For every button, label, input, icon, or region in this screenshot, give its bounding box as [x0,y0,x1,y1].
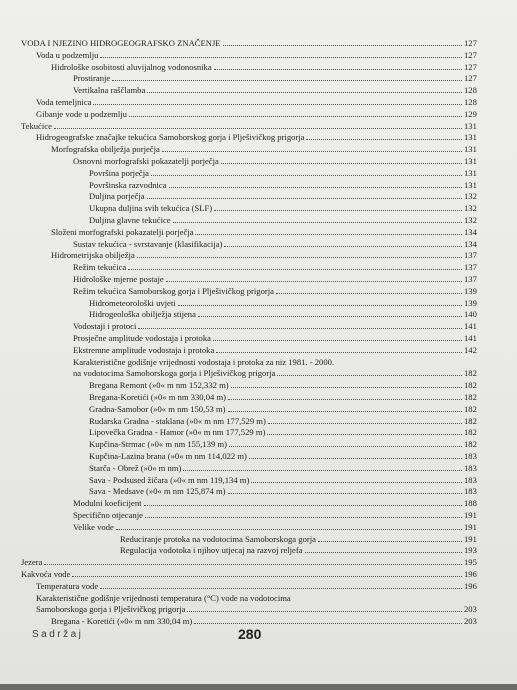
dot-leader [194,623,462,624]
toc-entry-title: Modulni koeficijent [73,498,142,509]
toc-entry [0,592,517,604]
dot-leader [223,45,462,46]
toc-entry-page-number: 196 [464,580,477,591]
toc-entry-page-number: 188 [464,498,477,509]
footer-section-label: Sadržaj [32,629,84,640]
dot-leader [147,92,462,93]
toc-entry [0,556,517,568]
toc-entry-page-number: 196 [464,569,477,579]
dot-leader [228,493,462,494]
dot-leader [277,375,462,376]
toc-entry-page-number: 127 [464,61,477,72]
toc-entry-title: Sustav tekućica - svrstavanje (klasifikacija) [73,238,223,249]
dot-leader [318,541,462,542]
toc-entry-title: Ukupna duljina svih tekućica (SLF) [89,203,213,214]
toc-entry-title: Hidrogeološka obilježja stijena [89,309,196,320]
toc-entry-title: Gradna-Samobor (»0« m nm 150,53 m) [89,403,226,414]
toc-entry [0,533,517,545]
dot-leader [306,139,462,140]
toc-entry-title: Hidrološke mjerne postaje [73,274,164,284]
toc-entry-page-number: 134 [464,226,477,237]
dot-leader [100,588,462,589]
toc-entry-page-number: 140 [464,309,477,320]
dot-leader [178,305,462,306]
toc-entry-title: Karakteristične godišnje vrijednosti temperatura (°C) vode na vodotocima [36,592,291,603]
toc-entry [0,143,517,155]
toc-entry [0,356,517,368]
dot-leader [276,293,462,294]
toc-entry-title: Hidrološke osobitosti aluvijalnog vodonosnika [51,61,212,72]
toc-entry-title: Reduciranje protoka na vodotocima Samoborskoga gorja [120,533,316,544]
dot-leader [213,340,462,341]
dot-leader [183,470,462,471]
toc-entry [0,37,517,49]
dot-leader [100,57,462,58]
toc-entry [0,521,517,533]
toc-entry-page-number: 191 [464,533,477,544]
toc-entry-page-number: 128 [464,85,477,96]
dot-leader [144,505,462,506]
toc-entry-page-number: 191 [464,521,477,532]
toc-entry-page-number: 142 [464,344,477,355]
dot-leader [214,69,462,70]
toc-entry-page-number: 195 [464,557,477,568]
toc-entry-title: Duljina glavne tekućice [89,215,171,225]
toc-entry-title: Bregana-Koretići (»0« m nm 330,04 m) [89,392,226,402]
toc-entry-title: Temperatura vode [36,580,99,591]
dot-leader [231,387,462,388]
toc-entry-page-number: 132 [464,203,477,214]
toc-entry [0,49,517,61]
toc-entry-title: Regulacija vodotoka i njihov utjecaj na razvoj reljefa [120,545,303,556]
dot-leader [137,257,462,258]
toc-entry-page-number: 203 [464,604,477,615]
toc-entry [0,426,517,438]
dot-leader [129,116,462,117]
footer-page-number: 280 [238,626,262,642]
dot-leader [229,446,462,447]
toc-entry [0,61,517,73]
toc-entry [0,474,517,486]
toc-entry-title: Hidrogeografske značajke tekućica Samoborskog gorja i Plješivičkog prigorja [36,132,305,143]
toc-entry [0,179,517,191]
dot-leader [116,529,462,530]
toc-entry [0,379,517,391]
toc-entry-page-number: 191 [464,510,477,520]
toc-entry-page-number: 182 [464,439,477,450]
toc-entry [0,367,517,379]
dot-leader [214,210,462,211]
toc-entry-page-number: 182 [464,427,477,438]
toc-entry-title: Rudarska Gradna - staklana (»0« m nm 177,529 m) [89,415,266,426]
toc-entry-title: Gibanje vode u podzemlju [36,108,127,119]
toc-entry [0,544,517,556]
toc-entry-title: Kupčina-Lazina brana (»0« m nm 114,022 m) [89,451,247,461]
toc-entry [0,320,517,332]
toc-entry-page-number: 131 [464,156,477,166]
toc-entry [0,131,517,143]
dot-leader [112,80,462,81]
dot-leader [251,482,462,483]
toc-entry-page-number: 139 [464,285,477,296]
dot-leader [44,564,462,565]
dot-leader [151,175,462,176]
toc-entry-page-number: 127 [464,49,477,60]
toc-entry-page-number: 183 [464,462,477,473]
dot-leader [72,576,462,577]
toc-entry [0,568,517,580]
toc-entry-title: Hidrometrijska obilježja [51,250,135,261]
dot-leader [169,187,462,188]
toc-entry [0,190,517,202]
toc-entry-title: Režim tekućica Samoborskog gorja i Plješivičkog prigorja [73,285,274,296]
toc-entry [0,249,517,261]
toc-entry-title: Specifično otjecanje [73,510,143,520]
toc-entry [0,497,517,509]
toc-entry-page-number: 134 [464,238,477,249]
toc-entry [0,391,517,403]
toc-entry [0,226,517,238]
toc-entry [0,462,517,474]
toc-entry [0,485,517,497]
toc-entry-page-number: 203 [464,616,477,627]
dot-leader [224,246,462,247]
toc-entry [0,344,517,356]
toc-entry-page-number: 141 [464,333,477,343]
dot-leader [166,281,462,282]
toc-entry [0,120,517,132]
toc-entry [0,450,517,462]
toc-entry [0,261,517,273]
dot-leader [138,328,462,329]
toc-entry-title: Složeni morfografski pokazatelji porječja [51,226,194,237]
toc-entry-title: Vertikalna raščlamba [73,85,146,96]
dot-leader [228,399,462,400]
toc-entry-title: Velike vode [73,521,114,532]
toc-entry-page-number: 131 [464,179,477,190]
dot-leader [268,423,462,424]
toc-entry-title: Karakteristične godišnje vrijednosti vodostaja i protoka za niz 1981. - 2000. [73,356,335,367]
toc-entry-title: VODA I NJEZINO HIDROGEOGRAFSKO ZNAČENJE [21,38,221,48]
toc-entry-page-number: 132 [464,191,477,202]
toc-entry [0,285,517,297]
toc-entry-title: Prostiranje [73,73,111,84]
dot-leader [249,458,462,459]
toc-entry [0,580,517,592]
toc-entry [0,603,517,615]
toc-entry-page-number: 127 [464,73,477,84]
dot-leader [128,269,462,270]
toc-entry-title: Kakvoća vode [21,569,71,579]
toc-entry-title: Ekstremne amplitude vodostaja i protoka [73,344,215,355]
toc-entry [0,155,517,167]
toc-entry-title: Jezera [21,557,43,568]
toc-entry-page-number: 131 [464,167,477,178]
toc-entry [0,308,517,320]
toc-entry-page-number: 183 [464,474,477,485]
toc-entry-page-number: 182 [464,415,477,426]
dot-leader [145,517,462,518]
toc-entry [0,84,517,96]
toc-entry [0,332,517,344]
toc-entry-page-number: 137 [464,262,477,273]
toc-entry-title: Tekućice [21,120,52,131]
toc-entry-page-number: 183 [464,451,477,461]
toc-entry-title: Samoborskoga gorja i Plješivičkog prigorja [36,604,186,615]
toc-entry [0,509,517,521]
toc-entry-title: Prosječne amplitude vodostaja i protoka [73,333,211,343]
toc-entry [0,415,517,427]
toc-entry [0,403,517,415]
toc-entry-page-number: 182 [464,392,477,402]
toc-entry-title: na vodotocima Samoborskoga gorja i Plješivičkog prigorja [73,368,276,379]
toc-entry-page-number: 182 [464,403,477,414]
toc-entry-page-number: 182 [464,368,477,379]
toc-entry-title: Vodostaji i protoci [73,321,137,332]
toc-entry-page-number: 137 [464,274,477,284]
toc-entry-page-number: 128 [464,97,477,107]
toc-entry-title: Površinska razvodnica [89,179,167,190]
toc-entry [0,238,517,250]
toc-entry-page-number: 131 [464,144,477,155]
toc-entry-title: Bregana - Koretići (»0« m nm 330,04 m) [51,616,193,627]
toc-entry-title: Duljina porječja [89,191,145,202]
toc-entry-page-number: 141 [464,321,477,332]
toc-entry-title: Starča - Obrež (»0« m nm) [89,462,182,473]
toc-entry-title: Osnovni morfografski pokazatelji porječja [73,156,219,166]
toc-entry-title: Morfografska obilježja porječja [51,144,160,155]
toc-entry-page-number: 139 [464,297,477,308]
toc-entry-title: Voda temeljnica [36,97,92,107]
toc-entry-page-number: 137 [464,250,477,261]
toc-entry-title: Sava - Medsave (»0« m nm 125,874 m) [89,486,226,497]
toc-entry [0,108,517,120]
toc-entry [0,72,517,84]
dot-leader [173,222,462,223]
toc-entry-page-number: 183 [464,486,477,497]
toc-entry-page-number: 127 [464,38,477,48]
dot-leader [187,611,462,612]
table-background [0,684,517,690]
toc-entry-title: Bregana Remont (»0« m nm 152,332 m) [89,380,229,391]
toc-entry [0,202,517,214]
dot-leader [54,128,462,129]
dot-leader [93,104,462,105]
toc-entry [0,167,517,179]
toc-entry [0,214,517,226]
toc-entry-page-number: 131 [464,120,477,131]
dot-leader [147,198,462,199]
toc-entry-page-number: 131 [464,132,477,143]
toc-entry-page-number: 132 [464,215,477,225]
toc-entry-page-number: 182 [464,380,477,391]
dot-leader [305,552,462,553]
toc-entry-title: Hidrometeorološki uvjeti [89,297,176,308]
dot-leader [216,352,462,353]
dot-leader [162,151,462,152]
dot-leader [198,316,462,317]
toc-entry [0,273,517,285]
toc-entry-title: Površina porječja [89,167,149,178]
dot-leader [267,434,462,435]
toc-entry-title: Sava - Podsused žičara (»0« m nm 119,134 m) [89,474,250,485]
toc-entry [0,438,517,450]
dot-leader [228,411,462,412]
toc-entry [0,297,517,309]
toc-entry-title: Režim tekućica [73,262,127,273]
toc-entry-title: Lipovečka Gradna - Hamor (»0« m nm 177,529 m) [89,427,266,438]
dot-leader [195,234,462,235]
toc-entry-page-number: 129 [464,108,477,119]
toc-entry-page-number: 193 [464,545,477,556]
toc-entry [0,96,517,108]
toc-entry-title: Voda u podzemlju [36,49,99,60]
dot-leader [221,163,462,164]
toc-entry-title: Kupčina-Strmac (»0« m nm 155,139 m) [89,439,227,450]
